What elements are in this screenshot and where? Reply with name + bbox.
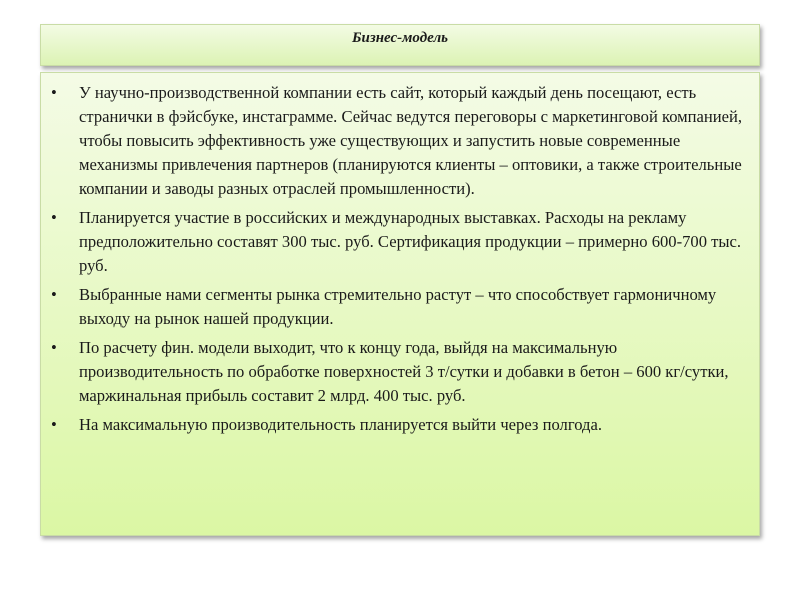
bullet-icon: •	[51, 338, 57, 357]
title-box	[40, 24, 760, 66]
bullet-list	[51, 81, 745, 437]
bullet-icon: •	[51, 208, 57, 227]
bullet-icon: •	[51, 83, 57, 102]
content-box	[40, 72, 760, 536]
bullet-text: Планируется участие в российских и международных выставках. Расходы на рекламу предположительно составят 300 тыс. руб. Сертификация продукции – примерно 600-700 тыс. руб.	[79, 208, 742, 275]
bullet-text: На максимальную производительность планируется выйти через полгода.	[79, 415, 603, 434]
list-item	[51, 336, 745, 408]
list-item	[51, 283, 745, 331]
bullet-icon: •	[51, 285, 57, 304]
list-item	[51, 81, 745, 201]
bullet-text: По расчету фин. модели выходит, что к концу года, выйдя на максимальную производительность по обработке поверхностей 3 т/сутки и добавки в бетон – 600 кг/сутки, маржинальная прибыль составит 2 млрд. 400 тыс. руб.	[79, 338, 729, 405]
list-item	[51, 206, 745, 278]
slide-title: Бизнес-модель	[351, 30, 449, 46]
bullet-icon: •	[51, 415, 57, 434]
bullet-text: Выбранные нами сегменты рынка стремительно растут – что способствует гармоничному выходу на рынок нашей продукции.	[79, 285, 717, 328]
bullet-text: У научно-производственной компании есть сайт, который каждый день посещают, есть странички в фэйсбуке, инстаграмме. Сейчас ведутся переговоры с маркетинговой компанией, чтобы повысить эффективность уже существующих и запустить новые современные механизмы привлечения партнеров (планируются клиенты – оптовики, а также строительные компании и заводы разных отраслей промышленности).	[79, 83, 743, 198]
list-item	[51, 413, 745, 437]
